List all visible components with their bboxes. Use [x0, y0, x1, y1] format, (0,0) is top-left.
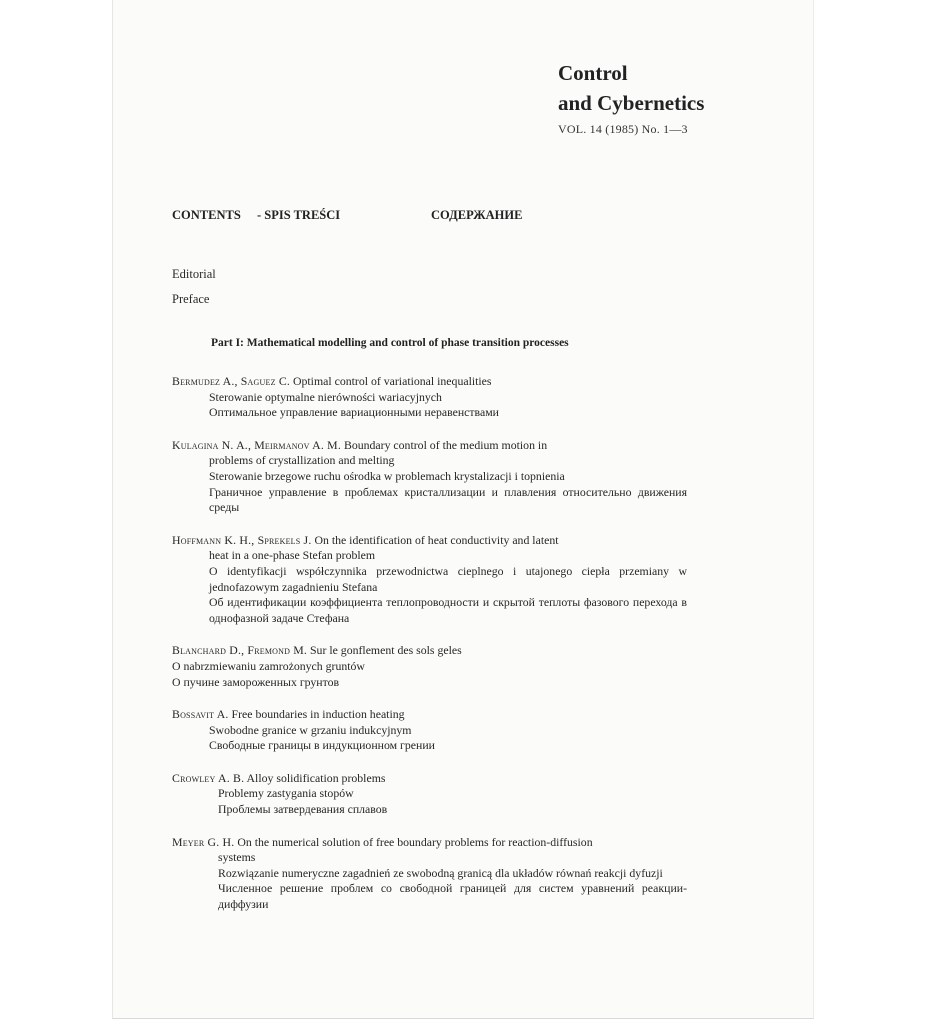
- contents-entry: [172, 374, 687, 421]
- contents-list: [172, 374, 687, 930]
- entry-translation: problems of crystallization and melting: [209, 453, 395, 468]
- entry-title: Free boundaries in induction heating: [231, 707, 405, 722]
- entry-translation: Об идентификации коэффициента теплопроводности и скрытой теплоты фазового перехода в однофазной задаче Стефана: [209, 595, 687, 625]
- entry-translation: Оптимальное управление вариационными неравенствами: [209, 405, 499, 420]
- contents-entry: [172, 643, 687, 690]
- part-heading: Part I: Mathematical modelling and control of phase transition processes: [211, 337, 569, 349]
- entry-authors: Bermudez A., Saguez C.: [172, 374, 291, 388]
- entry-title: Sur le gonflement des sols geles: [310, 643, 462, 658]
- entry-title: Boundary control of the medium motion in: [343, 437, 548, 452]
- entry-translation: Проблемы затвердевания сплавов: [218, 802, 388, 817]
- entry-translation: Граничное управление в проблемах кристаллизации и плавления относительно движения среды: [209, 484, 687, 515]
- volume-info: VOL. 14 (1985) No. 1—3: [558, 122, 688, 136]
- entry-authors: Bossavit A.: [172, 707, 229, 722]
- editorial-item: Editorial: [172, 267, 216, 281]
- contents-entry: [172, 438, 687, 516]
- preface-item: Preface: [172, 292, 210, 306]
- entry-translation: Sterowanie optymalne nierówności wariacyjnych: [209, 389, 442, 404]
- entry-title: On the identification of heat conductivity and latent: [314, 532, 559, 547]
- entry-translation: Свободные границы в индукционном грении: [209, 738, 435, 753]
- journal-title-line1: Control: [558, 61, 628, 85]
- entry-translation: O nabrzmiewaniu zamrożonych gruntów: [172, 658, 365, 673]
- entry-translation: Swobodne granice w grzaniu indukcyjnym: [209, 722, 412, 737]
- entry-title: Optimal control of variational inequalities: [292, 374, 492, 388]
- journal-title-line2: and Cybernetics: [558, 91, 705, 115]
- contents-entry: [172, 707, 687, 754]
- entry-title: On the numerical solution of free boundary problems for reaction-diffusion: [237, 834, 593, 849]
- entry-authors: Crowley A. B.: [172, 770, 245, 785]
- entry-authors: Hoffmann K. H., Sprekels J.: [172, 532, 312, 547]
- contents-heading-english: CONTENTS: [172, 208, 241, 222]
- entry-translation: Rozwiązanie numeryczne zagadnień ze swobodną granicą dla układów równań reakcji dyfuzji: [218, 865, 663, 880]
- entry-translation: Sterowanie brzegowe ruchu ośrodka w problemach krystalizacji i topnienia: [209, 468, 565, 483]
- entry-translation: O identyfikacji współczynnika przewodnictwa cieplnego i utajonego ciepła przemiany w jednofazowym zagadnieniu Stefana: [209, 563, 687, 594]
- contents-entry: [172, 533, 687, 627]
- entry-authors: Blanchard D., Fremond M.: [172, 643, 308, 658]
- entry-translation: О пучине замороженных грунтов: [172, 674, 340, 689]
- contents-heading-russian: СОДЕРЖАНИЕ: [431, 208, 523, 222]
- contents-entry: [172, 835, 687, 913]
- entry-authors: Meyer G. H.: [172, 834, 235, 849]
- contents-entry: [172, 771, 687, 818]
- contents-heading-polish: - SPIS TREŚCI: [257, 208, 341, 222]
- entry-translation: Problemy zastygania stopów: [218, 786, 354, 801]
- entry-authors: Kulagina N. A., Meirmanov A. M.: [172, 437, 341, 452]
- entry-translation: Численное решение проблем со свободной границей для систем уравнений реакции-диффузии: [218, 881, 687, 912]
- entry-title: Alloy solidification problems: [246, 770, 386, 785]
- entry-translation: heat in a one-phase Stefan problem: [209, 548, 376, 563]
- journal-masthead: [558, 58, 704, 137]
- entry-translation: systems: [218, 850, 256, 865]
